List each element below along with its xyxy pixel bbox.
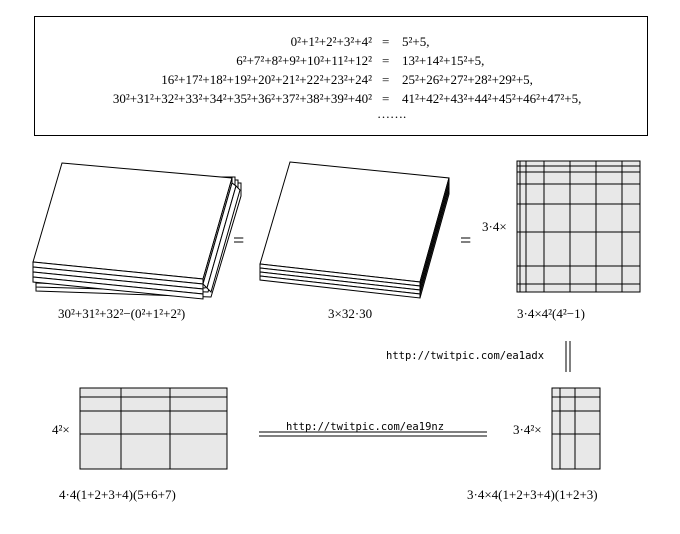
identity-3-rhs: 25²+26²+27²+28²+29²+5, <box>402 72 533 87</box>
grid-bottom-right <box>552 388 600 469</box>
caption-grid-right: 3·4×4²(4²−1) <box>517 306 585 321</box>
equals-sign-1: = <box>233 230 245 252</box>
identity-1-rhs: 5²+5, <box>402 34 430 49</box>
identity-2-rhs: 13²+14²+15²+5, <box>402 53 485 68</box>
ellipsis: ……. <box>377 106 407 121</box>
equals-sign-2: = <box>460 230 472 252</box>
identity-4-rhs: 41²+42²+43²+44²+45²+46²+47²+5, <box>402 91 582 106</box>
grid-bottom-left <box>80 388 227 469</box>
multiplier-bottom-right: 3·4²× <box>513 422 542 437</box>
identity-4-equals: = <box>382 91 390 106</box>
caption-stack-left: 30²+31²+32²−(0²+1²+2²) <box>58 306 186 321</box>
link-horizontal[interactable]: http://twitpic.com/ea19nz <box>286 421 445 433</box>
identity-3-equals: = <box>382 72 390 87</box>
vertical-double-line <box>566 341 570 372</box>
caption-grid-bottom-left: 4·4(1+2+3+4)(5+6+7) <box>59 487 176 502</box>
identity-2-equals: = <box>382 53 390 68</box>
identity-2-lhs: 6²+7²+8²+9²+10²+11²+12² <box>236 53 372 68</box>
slab-stack-left <box>33 163 241 299</box>
identity-1-lhs: 0²+1²+2²+3²+4² <box>290 34 372 49</box>
link-vertical[interactable]: http://twitpic.com/ea1adx <box>386 350 545 362</box>
identity-3-lhs: 16²+17²+18²+19²+20²+21²+22²+23²+24² <box>161 72 372 87</box>
multiplier-bottom-left: 4²× <box>52 422 70 437</box>
slab-stack-middle <box>260 162 449 298</box>
identity-1-equals: = <box>382 34 390 49</box>
caption-grid-bottom-right: 3·4×4(1+2+3+4)(1+2+3) <box>467 487 598 502</box>
caption-stack-middle: 3×32·30 <box>328 306 373 321</box>
multiplier-right: 3·4× <box>482 219 507 234</box>
identity-4-lhs: 30²+31²+32²+33²+34²+35²+36²+37²+38²+39²+40² <box>112 91 372 106</box>
grid-right <box>517 161 640 292</box>
